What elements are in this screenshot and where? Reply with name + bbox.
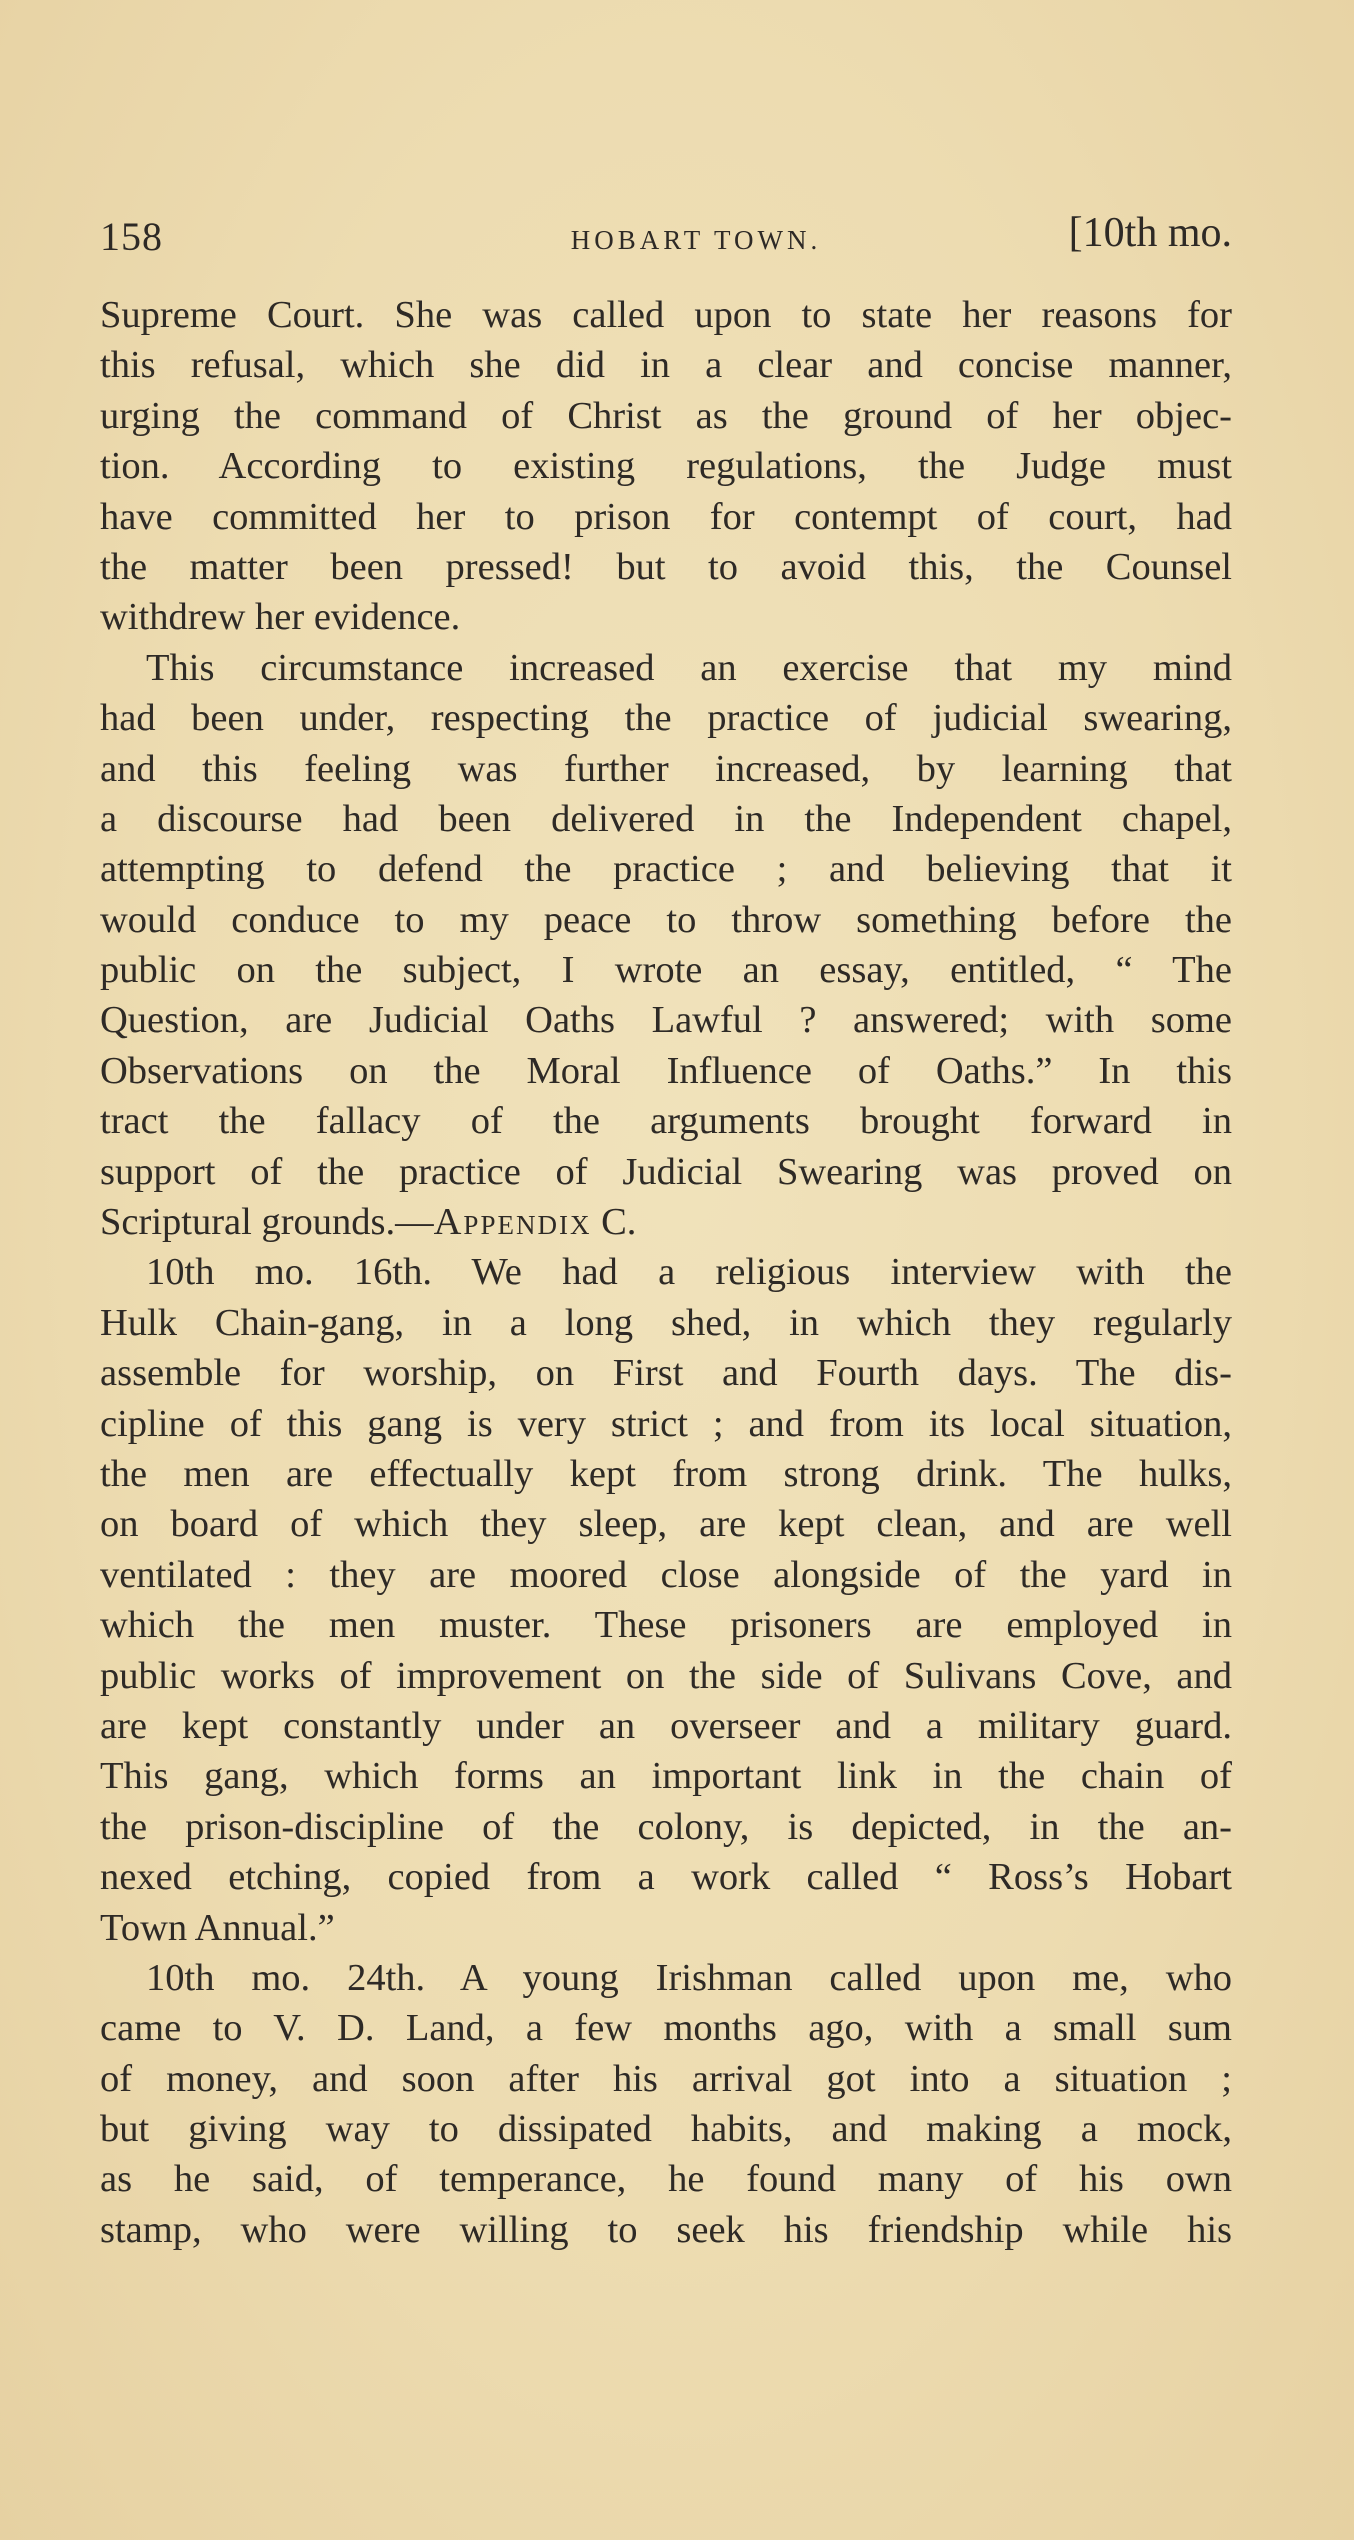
paragraph-4	[100, 1953, 1232, 2255]
month-reference: [10th mo.	[1068, 210, 1232, 256]
text-line: withdrew her evidence.	[100, 596, 461, 639]
text-line: urging the command of Christ as the ground of her objec-	[100, 394, 1232, 437]
text-line: as he said, of temperance, he found many of his own	[100, 2158, 1232, 2201]
text-line-with-appendix-reference	[100, 1197, 1232, 1247]
appendix-label: Appendix	[433, 1201, 592, 1244]
text-line: This gang, which forms an important link in the chain of	[100, 1755, 1232, 1798]
text-line: attempting to defend the practice ; and believing that it	[100, 848, 1232, 891]
appendix-prefix: Scriptural grounds.—	[100, 1201, 434, 1244]
text-line: public on the subject, I wrote an essay, entitled, “ The	[100, 949, 1232, 992]
text-line: and this feeling was further increased, by learning that	[100, 747, 1232, 790]
paragraph-1	[100, 290, 1232, 643]
text-line: would conduce to my peace to throw something before the	[100, 898, 1232, 941]
text-line: the matter been pressed! but to avoid this, the Counsel	[100, 545, 1232, 588]
text-line: 10th mo. 24th. A young Irishman called upon me, who	[146, 1956, 1232, 1999]
text-line: assemble for worship, on First and Fourth days. The dis-	[100, 1352, 1232, 1395]
text-line: cipline of this gang is very strict ; and from its local situation,	[100, 1402, 1232, 1445]
body-text	[100, 290, 1232, 2255]
text-line: support of the practice of Judicial Swearing was proved on	[100, 1150, 1232, 1193]
text-line: the prison-discipline of the colony, is depicted, in the an-	[100, 1805, 1232, 1848]
text-line: Supreme Court. She was called upon to state her reasons for	[100, 294, 1232, 336]
text-line: of money, and soon after his arrival got into a situation ;	[100, 2057, 1232, 2100]
text-line: have committed her to prison for contempt of court, had	[100, 495, 1232, 538]
page-header	[100, 205, 1232, 265]
text-line: Hulk Chain-gang, in a long shed, in which they regularly	[100, 1301, 1232, 1344]
text-line: This circumstance increased an exercise that my mind	[146, 646, 1232, 689]
text-line: the men are effectually kept from strong drink. The hulks,	[100, 1452, 1232, 1495]
text-line: had been under, respecting the practice of judicial swearing,	[100, 697, 1232, 740]
text-line: tract the fallacy of the arguments brought forward in	[100, 1100, 1232, 1143]
text-line: Town Annual.”	[100, 1906, 335, 1949]
text-line: Observations on the Moral Influence of Oaths.” In this	[100, 1049, 1232, 1092]
text-line: this refusal, which she did in a clear and concise manner,	[100, 344, 1232, 387]
page-number: 158	[100, 214, 163, 259]
text-line: came to V. D. Land, a few months ago, with a small sum	[100, 2007, 1232, 2050]
text-line: 10th mo. 16th. We had a religious interview with the	[146, 1251, 1232, 1294]
text-line: stamp, who were willing to seek his friendship while his	[100, 2208, 1232, 2251]
text-line: but giving way to dissipated habits, and making a mock,	[100, 2108, 1232, 2151]
text-line: nexed etching, copied from a work called “ Ross’s Hobart	[100, 1856, 1232, 1899]
appendix-letter: C.	[591, 1201, 637, 1244]
text-line: tion. According to existing regulations, the Judge must	[100, 445, 1232, 488]
text-line: Question, are Judicial Oaths Lawful ? answered; with some	[100, 999, 1232, 1042]
paragraph-2	[100, 643, 1232, 1248]
text-line: which the men muster. These prisoners are employed in	[100, 1604, 1232, 1647]
running-head: HOBART TOWN.	[570, 225, 822, 255]
text-line: a discourse had been delivered in the Independent chapel,	[100, 797, 1232, 840]
paragraph-3	[100, 1247, 1232, 1952]
text-line: are kept constantly under an overseer and a military guard.	[100, 1704, 1232, 1747]
text-line: public works of improvement on the side of Sulivans Cove, and	[100, 1654, 1232, 1697]
text-line: on board of which they sleep, are kept clean, and are well	[100, 1503, 1232, 1546]
text-line: ventilated : they are moored close alongside of the yard in	[100, 1553, 1232, 1596]
